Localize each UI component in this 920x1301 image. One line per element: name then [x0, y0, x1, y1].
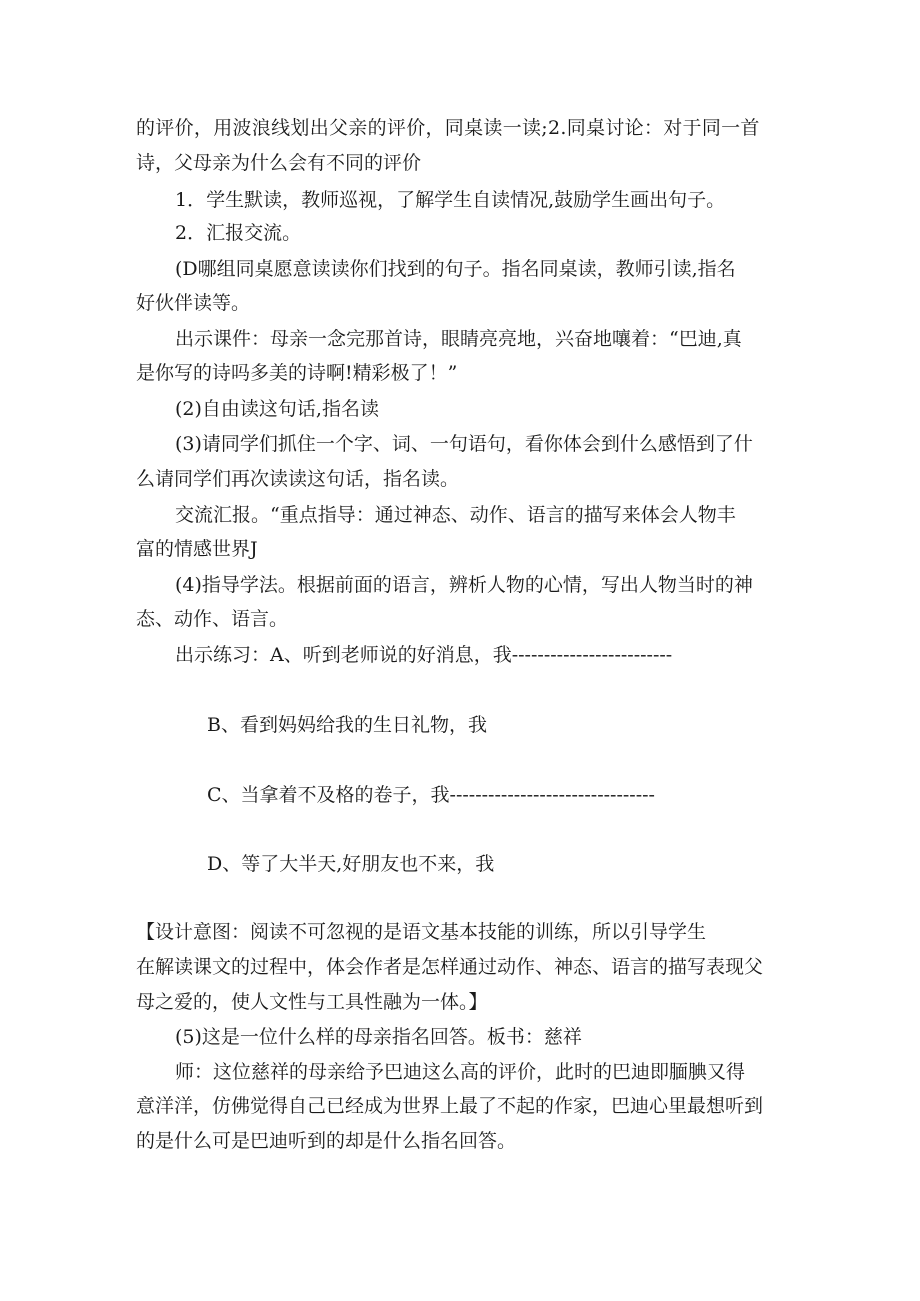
text-line: 意洋洋，仿佛觉得自己已经成为世界上最了不起的作家，巴迪心里最想听到 — [136, 1095, 764, 1117]
text-line: 是你写的诗吗多美的诗啊!精彩极了！” — [136, 362, 458, 384]
text-line: 好伙伴读等。 — [136, 292, 251, 314]
text-line: 2．汇报交流。 — [175, 222, 302, 244]
text-line: 富的情感世界J — [136, 538, 258, 560]
text-line: (3)请同学们抓住一个字、词、一句语句，看你体会到什么感悟到了什 — [175, 433, 753, 455]
text-line: (5)这是一位什么样的母亲指名回答。板书：慈祥 — [175, 1026, 582, 1048]
text-line: 师：这位慈祥的母亲给予巴迪这么高的评价，此时的巴迪即腼腆又得 — [175, 1061, 746, 1083]
text-line: (4)指导学法。根据前面的语言，辨析人物的心情，写出人物当时的神 — [175, 574, 753, 596]
text-line: 在解读课文的过程中，体会作者是怎样通过动作、神态、语言的描写表现父 — [136, 956, 764, 978]
text-line: 【设计意图：阅读不可忽视的是语文基本技能的训练，所以引导学生 — [136, 921, 707, 943]
text-line: 诗，父母亲为什么会有不同的评价 — [136, 152, 422, 174]
exercise-line-c: C、当拿着不及格的卷子，我-------------------------------- — [207, 784, 655, 806]
text-line: 的评价，用波浪线划出父亲的评价，同桌读一读;2.同桌讨论：对于同一首 — [136, 117, 760, 139]
text-line: 态、动作、语言。 — [136, 608, 289, 630]
text-line: (2)自由读这句话,指名读 — [175, 398, 379, 420]
text-line: 交流汇报。“重点指导：通过神态、动作、语言的描写来体会人物丰 — [175, 504, 736, 526]
text-line: 出示课件：母亲一念完那首诗，眼睛亮亮地，兴奋地嚷着：“巴迪,真 — [175, 328, 742, 350]
text-line: 的是什么可是巴迪听到的却是什么指名回答。 — [136, 1130, 517, 1152]
exercise-line-b: B、看到妈妈给我的生日礼物，我 — [207, 714, 487, 736]
exercise-line-a: 出示练习：A、听到老师说的好消息，我------------------------- — [175, 644, 673, 666]
text-line: 母之爱的，使人文性与工具性融为一体。】 — [136, 991, 488, 1013]
text-line: 1．学生默读，教师巡视，了解学生自读情况,鼓励学生画出句子。 — [175, 189, 726, 211]
text-line: 么请同学们再次读读这句话，指名读。 — [136, 468, 460, 490]
text-line: (D哪组同桌愿意读读你们找到的句子。指名同桌读，教师引读,指名 — [175, 258, 736, 280]
exercise-line-d: D、等了大半天,好朋友也不来，我 — [207, 853, 495, 875]
